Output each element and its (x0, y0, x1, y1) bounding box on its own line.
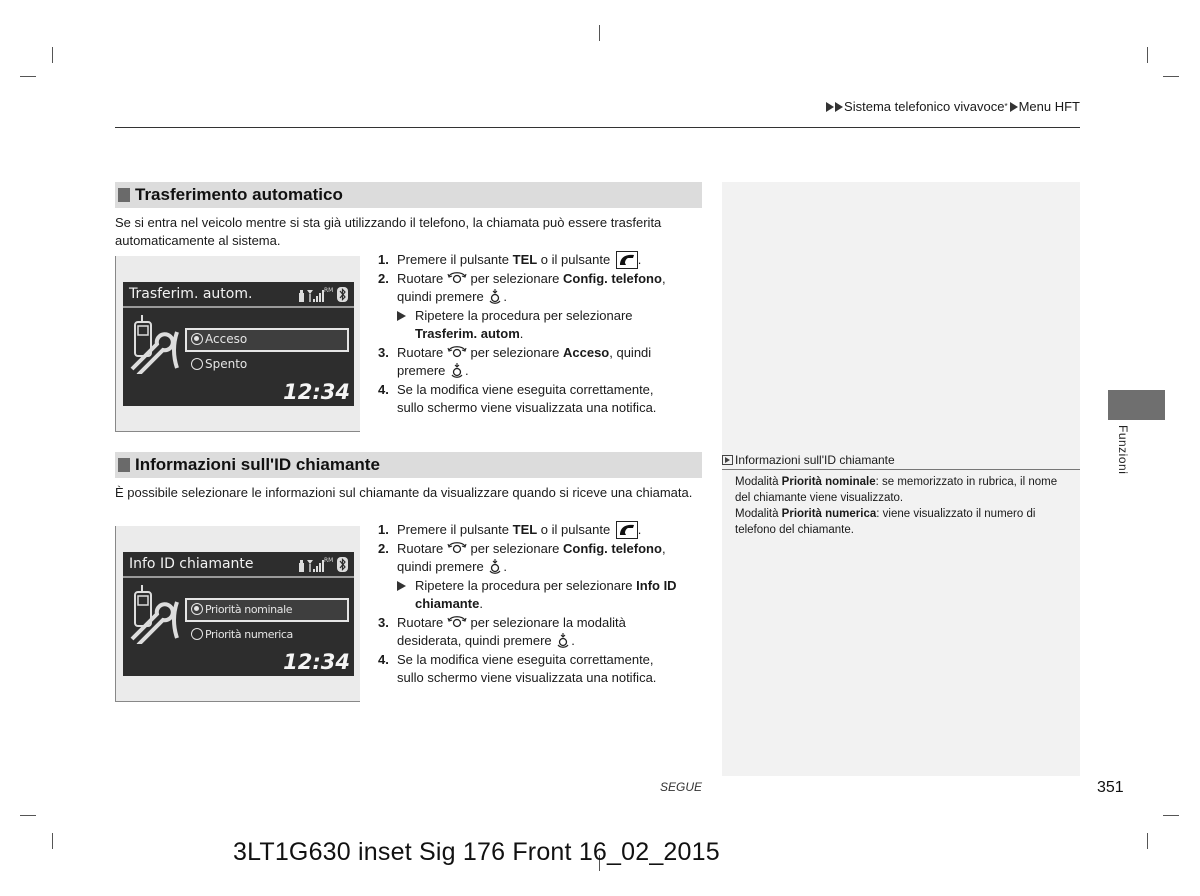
page-number: 351 (1097, 779, 1124, 796)
heading-square-icon (118, 188, 130, 202)
option-label: Spento (205, 357, 248, 371)
steps-list (378, 521, 708, 688)
step-text: premere (397, 363, 450, 378)
steps-list (378, 251, 708, 418)
step-text: sullo schermo viene visualizzata una notifica. (397, 670, 657, 685)
display-screen (123, 552, 354, 676)
step-text: , (661, 270, 666, 286)
press-knob-icon (555, 632, 571, 648)
step-text: Ripetere la procedura per selezionare (415, 577, 637, 593)
phone-button-icon (616, 251, 638, 269)
step-number: 3. (378, 344, 389, 360)
step-text: per selezionare (466, 344, 563, 360)
note-paragraph (735, 474, 1070, 506)
step-number: 4. (378, 381, 389, 397)
substep-arrow-icon (397, 581, 406, 591)
crop-mark (52, 47, 53, 63)
radio-off-icon (191, 358, 203, 370)
rotate-knob-icon (447, 344, 467, 360)
step-item (378, 651, 708, 688)
option-label: Acceso (205, 332, 248, 346)
note-bold: Priorità nominale (781, 476, 876, 488)
heading-square-icon (118, 458, 130, 472)
section-title: Informazioni sull'ID chiamante (135, 455, 380, 474)
substep-item: Ripetere la procedura per selezionare Info ID chiamante. (378, 577, 708, 614)
step-bold: Acceso (563, 344, 610, 360)
step-bold: Info ID (636, 577, 677, 593)
option-label: Priorità nominale (205, 603, 293, 616)
step-text: Se la modifica viene eseguita correttamente, (397, 651, 654, 667)
display-screenshot (115, 256, 360, 432)
step-text: , (661, 540, 666, 556)
step-number: 2. (378, 270, 389, 286)
step-text: Ripetere la procedura per selezionare (415, 307, 633, 323)
svg-text:RM: RM (324, 557, 334, 564)
step-item: 2. Ruotare per selezionare Config. telefono, quindi premere . (378, 270, 666, 304)
step-text: Ruotare (397, 270, 447, 286)
step-text: desiderata, quindi premere (397, 633, 556, 648)
signal-bluetooth-icon (298, 554, 350, 574)
note-paragraph (735, 506, 1070, 538)
screen-clock: 12:34 (283, 380, 350, 404)
note-bold: Priorità numerica (781, 508, 877, 520)
step-text: Premere il pulsante (397, 522, 513, 537)
option-label: Priorità numerica (205, 628, 293, 641)
step-number: 3. (378, 614, 389, 630)
continued-label: SEGUE (660, 780, 703, 794)
step-text: Premere il pulsante (397, 252, 513, 267)
step-text: Ruotare (397, 344, 447, 360)
display-screen (123, 282, 354, 406)
step-text: sullo schermo viene visualizzata una notifica. (397, 400, 657, 415)
step-item: 3. Ruotare per selezionare Acceso, quindi premere . (378, 344, 652, 378)
press-knob-icon (487, 558, 503, 574)
radio-off-icon (191, 628, 203, 640)
screen-divider (123, 576, 354, 578)
step-bold: TEL (512, 252, 538, 267)
press-knob-icon (487, 288, 503, 304)
section-intro: È possibile selezionare le informazioni sul chiamante da visualizzare quando si riceve una chiamata. (115, 485, 693, 500)
step-text: o il pulsante (537, 252, 614, 267)
breadcrumb-item: Menu HFT (1018, 99, 1080, 114)
substep-arrow-icon (397, 311, 406, 321)
step-text: , quindi (609, 344, 652, 360)
chapter-tab (1108, 390, 1165, 420)
step-text: o il pulsante (537, 522, 614, 537)
note-text: : se memorizzato in rubrica, il nome del chiamante viene visualizzato. (735, 476, 1058, 504)
screen-title: Trasferim. autom. (129, 286, 253, 302)
step-bold: Trasferim. autom (415, 326, 520, 341)
note-marker-icon (722, 455, 733, 465)
crop-mark (1163, 815, 1179, 816)
crop-mark (1163, 76, 1179, 77)
crop-mark (20, 815, 36, 816)
step-text: per selezionare la modalità (466, 614, 626, 630)
step-bold: TEL (512, 522, 538, 537)
screen-option-selected (191, 603, 292, 616)
step-text: Ruotare (397, 540, 447, 556)
note-body (735, 474, 1070, 538)
screen-option (191, 628, 293, 641)
step-item: 1. Premere il pulsante TEL o il pulsante . (378, 521, 708, 540)
section-intro: Se si entra nel veicolo mentre si sta già utilizzando il telefono, la chiamata può essere trasferita automaticamente al sistema. (115, 215, 662, 248)
step-text: Ruotare (397, 614, 447, 630)
crop-mark (1147, 833, 1148, 849)
crop-mark (599, 25, 600, 41)
step-text: per selezionare (466, 270, 563, 286)
signal-bluetooth-icon (298, 284, 350, 304)
note-text: : viene visualizzato il numero di telefono del chiamante. (735, 508, 1036, 536)
step-text: quindi premere (397, 559, 488, 574)
step-bold: chiamante (415, 596, 480, 611)
rotate-knob-icon (447, 540, 467, 556)
breadcrumb-arrow-icon (1010, 102, 1018, 112)
crop-mark (52, 833, 53, 849)
screen-clock: 12:34 (283, 650, 350, 674)
svg-text:RM: RM (324, 287, 334, 294)
screen-divider (123, 306, 354, 308)
screen-option-selected (191, 332, 247, 346)
note-text: Modalità (735, 508, 782, 520)
radio-on-icon (191, 333, 203, 345)
breadcrumb-arrow-icon (835, 102, 843, 112)
step-text: per selezionare (466, 540, 563, 556)
substep-item: Ripetere la procedura per selezionare Trasferim. autom. (378, 307, 708, 344)
step-item: 1. Premere il pulsante TEL o il pulsante . (378, 251, 708, 270)
radio-on-icon (191, 603, 203, 615)
note-text: Modalità (735, 476, 782, 488)
step-number: 1. (378, 252, 389, 267)
breadcrumb-arrow-icon (826, 102, 834, 112)
rotate-knob-icon (447, 614, 467, 630)
rotate-knob-icon (447, 270, 467, 286)
press-knob-icon (449, 362, 465, 378)
phone-settings-icon (127, 314, 185, 374)
crop-mark (1147, 47, 1148, 63)
step-number: 2. (378, 540, 389, 556)
step-item: 2. Ruotare per selezionare Config. telefono, quindi premere . (378, 540, 666, 574)
step-text: Se la modifica viene eseguita correttamente, (397, 381, 654, 397)
step-bold: Config. telefono (563, 270, 662, 286)
step-item: 3. Ruotare per selezionare la modalità desiderata, quindi premere . (378, 614, 626, 648)
step-item (378, 381, 708, 418)
breadcrumb-item: Sistema telefonico vivavoce (844, 99, 1005, 114)
display-screenshot (115, 526, 360, 702)
breadcrumb-asterisk: * (1004, 102, 1008, 111)
print-code: 3LT1G630 inset Sig 176 Front 16_02_2015 (233, 838, 720, 866)
phone-settings-icon (127, 584, 185, 644)
section-heading (115, 452, 702, 478)
section-title: Trasferimento automatico (135, 185, 343, 204)
note-heading (722, 451, 1080, 470)
screen-option (191, 357, 247, 371)
step-text: quindi premere (397, 289, 488, 304)
breadcrumb (826, 99, 1080, 114)
note-title: Informazioni sull'ID chiamante (735, 453, 895, 467)
screen-title: Info ID chiamante (129, 556, 254, 572)
header-rule (115, 127, 1080, 128)
step-number: 1. (378, 522, 389, 537)
chapter-tab-label: Funzioni (1116, 425, 1130, 475)
phone-button-icon (616, 521, 638, 539)
step-bold: Config. telefono (563, 540, 662, 556)
section-heading (115, 182, 702, 208)
step-number: 4. (378, 651, 389, 667)
crop-mark (20, 76, 36, 77)
